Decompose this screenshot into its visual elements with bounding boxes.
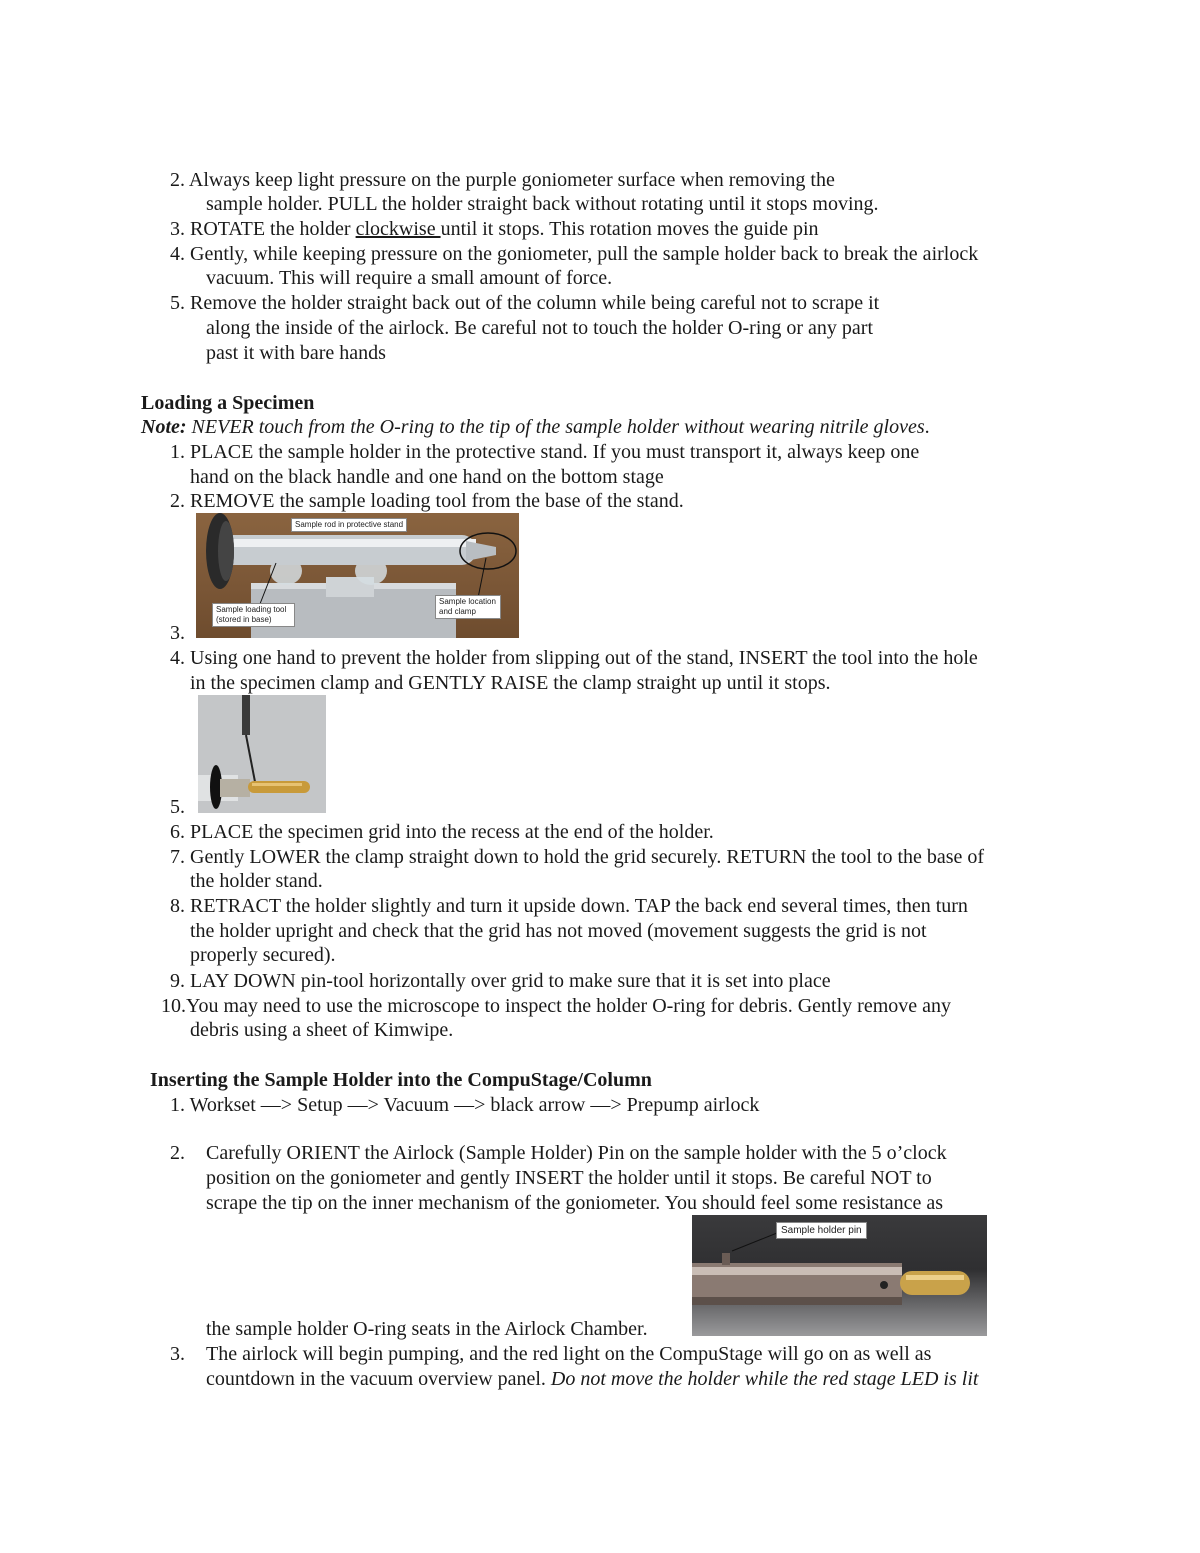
inserting-step-2-line-1: Carefully ORIENT the Airlock (Sample Holder) Pin on the sample holder with the 5 o’clock <box>206 1142 947 1164</box>
inserting-step-2-line-4: the sample holder O-ring seats in the Airlock Chamber. <box>206 1318 648 1340</box>
removal-step-4-line-2: vacuum. This will require a small amount of force. <box>206 267 613 289</box>
loading-step-8-line-1: 8. RETRACT the holder slightly and turn it upside down. TAP the back end several times, then turn <box>170 895 968 917</box>
loading-step-2: 2. REMOVE the sample loading tool from the base of the stand. <box>170 490 684 512</box>
clamp-raise-photo <box>198 695 326 813</box>
loading-step-1-line-2: hand on the black handle and one hand on the bottom stage <box>190 466 664 488</box>
loading-step-10-line-1: 10.You may need to use the microscope to inspect the holder O-ring for debris. Gently remove any <box>161 995 951 1017</box>
removal-step-2-line-2: sample holder. PULL the holder straight back without rotating until it stops moving. <box>206 193 879 215</box>
removal-step-3-post: until it stops. This rotation moves the guide pin <box>440 218 819 240</box>
loading-step-1-line-1: 1. PLACE the sample holder in the protective stand. If you must transport it, always keep one <box>170 441 920 463</box>
inserting-step-1: 1. Workset —> Setup —> Vacuum —> black arrow —> Prepump airlock <box>170 1094 760 1116</box>
loading-note <box>141 415 930 439</box>
removal-step-3-pre: 3. ROTATE the holder <box>170 218 356 240</box>
inserting-step-2-number: 2. <box>170 1142 185 1164</box>
clockwise-underlined: clockwise <box>355 218 441 240</box>
callout-sample-location: Sample location and clamp <box>435 595 501 619</box>
loading-step-3: 3. <box>170 622 185 644</box>
loading-step-4-line-2: in the specimen clamp and GENTLY RAISE the clamp straight up until it stops. <box>190 672 831 694</box>
removal-step-2-line-1: 2. Always keep light pressure on the purple goniometer surface when removing the <box>170 169 835 191</box>
note-text: NEVER touch from the O-ring to the tip of the sample holder without wearing nitrile gloves <box>186 416 925 438</box>
inserting-step-2-line-3: scrape the tip on the inner mechanism of the goniometer. You should feel some resistance as <box>206 1192 944 1214</box>
loading-step-7-line-2: the holder stand. <box>190 870 323 892</box>
inserting-step-3-plain: countdown in the vacuum overview panel. <box>206 1368 551 1390</box>
red-led-warning: Do not move the holder while the red stage LED is lit <box>550 1368 979 1390</box>
callout-loading-tool: Sample loading tool (stored in base) <box>212 603 295 627</box>
removal-step-5-line-1: 5. Remove the holder straight back out of the column while being careful not to scrape it <box>170 292 880 314</box>
removal-step-5-line-2: along the inside of the airlock. Be careful not to touch the holder O-ring or any part <box>206 317 874 339</box>
removal-step-5-line-3: past it with bare hands <box>206 342 386 364</box>
loading-step-4-line-1: 4. Using one hand to prevent the holder from slipping out of the stand, INSERT the tool into the hole <box>170 647 978 669</box>
loading-step-8-line-3: properly secured). <box>190 944 336 966</box>
sample-holder-pin-photo <box>692 1215 987 1336</box>
removal-step-4-line-1: 4. Gently, while keeping pressure on the goniometer, pull the sample holder back to break the airlock <box>170 243 979 265</box>
loading-step-8-line-2: the holder upright and check that the grid has not moved (movement suggests the grid is not <box>190 920 927 942</box>
removal-step-3 <box>170 217 819 241</box>
callout-sample-holder-pin: Sample holder pin <box>776 1222 867 1239</box>
sample-rod-stand-photo <box>196 513 519 638</box>
loading-heading: Loading a Specimen <box>141 392 315 414</box>
inserting-step-3-line-2 <box>206 1367 978 1391</box>
loading-step-9: 9. LAY DOWN pin-tool horizontally over grid to make sure that it is set into place <box>170 970 831 992</box>
loading-step-5: 5. <box>170 796 185 818</box>
inserting-heading: Inserting the Sample Holder into the CompuStage/Column <box>150 1069 652 1091</box>
note-period: . <box>924 416 930 438</box>
inserting-step-3-number: 3. <box>170 1343 185 1365</box>
loading-step-7-line-1: 7. Gently LOWER the clamp straight down to hold the grid securely. RETURN the tool to the base of <box>170 846 985 868</box>
loading-step-10-line-2: debris using a sheet of Kimwipe. <box>190 1019 454 1041</box>
note-label: Note: <box>141 416 187 438</box>
inserting-step-2-line-2: position on the goniometer and gently INSERT the holder until it stops. Be careful NOT to <box>206 1167 932 1189</box>
inserting-step-3-line-1: The airlock will begin pumping, and the red light on the CompuStage will go on as well as <box>206 1343 932 1365</box>
loading-step-6: 6. PLACE the specimen grid into the recess at the end of the holder. <box>170 821 714 843</box>
callout-sample-rod: Sample rod in protective stand <box>291 518 407 532</box>
